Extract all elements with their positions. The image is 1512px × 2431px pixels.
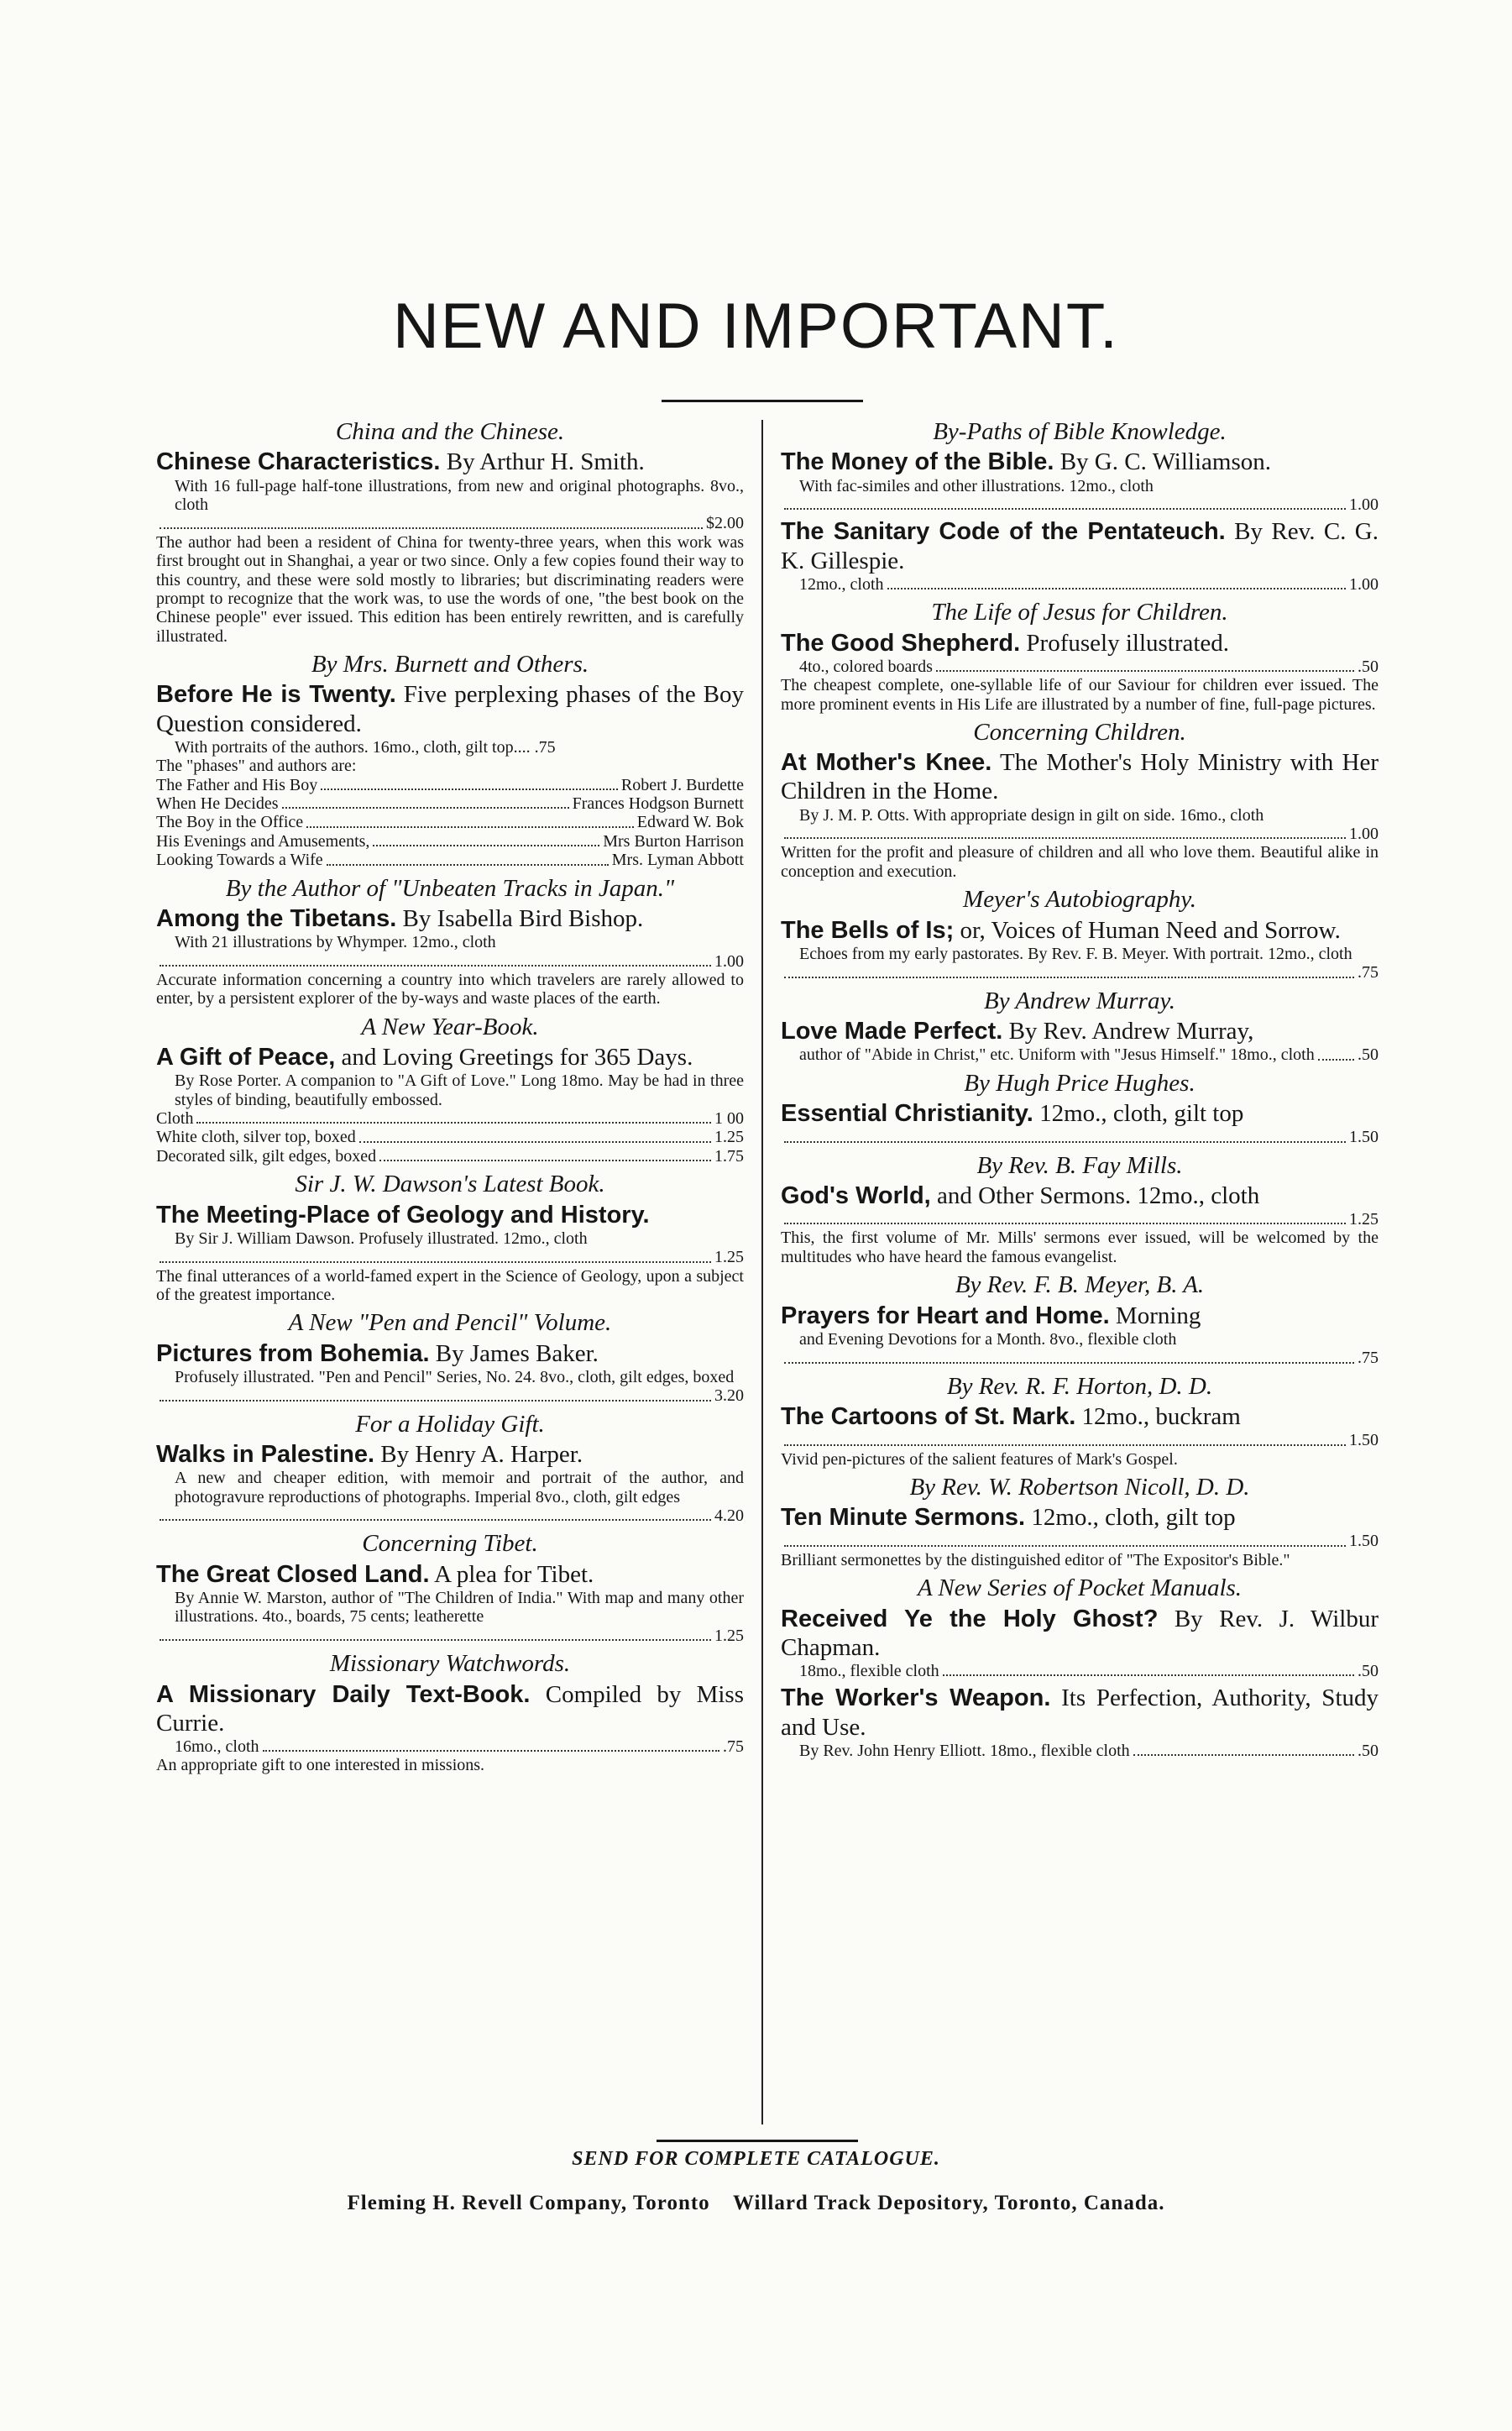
leader-dots <box>282 794 569 809</box>
book-price: 1.50 <box>1349 1431 1379 1450</box>
leader-dots <box>160 952 711 967</box>
book-price: 1 00 <box>714 1109 744 1129</box>
book-entry <box>781 1017 1379 1065</box>
book-price: 1.50 <box>1349 1532 1379 1551</box>
chapter-title: The Boy in the Office <box>156 813 304 832</box>
contents-row <box>156 794 744 813</box>
publisher-line <box>0 2192 1512 2215</box>
book-title: A Missionary Daily Text-Book. <box>156 1680 531 1708</box>
book-description: An appropriate gift to one interested in missions. <box>156 1756 485 1775</box>
contents-row <box>156 813 744 831</box>
book-author: Its Perfection, Authority, Study and Use. <box>781 1684 1379 1741</box>
book-entry <box>781 916 1379 982</box>
leader-dots <box>1133 1742 1354 1756</box>
book-entry <box>781 1181 1379 1266</box>
book-description: The author had been a resident of China for twenty-three years, when this work was first brought out in Shanghai, a year or two since. Only a few copies found their way to this country, and these were sold mostly to libraries; but discriminating readers were prompt to recognize that the work was, to use the words of one, "the best book on the Chinese people" ever issued. This edition has been entirely rewritten, and is carefully illustrated. <box>156 532 744 646</box>
book-entry <box>156 1680 744 1775</box>
book-entry <box>156 1339 744 1406</box>
book-title: The Good Shepherd. <box>781 629 1021 657</box>
book-price: .75 <box>1358 963 1379 982</box>
section-heading: By Rev. W. Robertson Nicoll, D. D. <box>909 1473 1250 1501</box>
book-title: Pictures from Bohemia. <box>156 1339 430 1367</box>
book-description: The cheapest complete, one-syllable life of our Saviour for children ever issued. The more prominent events in His Life are illustrated by a number of fine, full-page pictures. <box>781 676 1379 714</box>
leader-dots <box>784 1532 1346 1546</box>
book-author: Compiled by Miss Currie. <box>156 1680 744 1737</box>
book-price: $2.00 <box>706 514 744 533</box>
contents-row <box>156 851 744 869</box>
section-heading: By-Paths of Bible Knowledge. <box>933 418 1227 445</box>
book-entry <box>781 1402 1379 1469</box>
book-entry <box>781 1099 1379 1147</box>
title-rule <box>662 400 863 402</box>
book-title: Love Made Perfect. <box>781 1017 1003 1045</box>
section-heading: By Hugh Price Hughes. <box>964 1069 1195 1097</box>
book-title: Walks in Palestine. <box>156 1441 375 1469</box>
book-description: Brilliant sermonettes by the distinguished editor of "The Expositor's Bible." <box>781 1550 1290 1569</box>
book-price: 3.20 <box>714 1386 744 1406</box>
book-author: A plea for Tibet. <box>434 1560 594 1588</box>
section-heading: China and the Chinese. <box>335 418 565 445</box>
book-title: The Great Closed Land. <box>156 1560 430 1588</box>
book-entry <box>781 1302 1379 1368</box>
book-details: 12mo., buckram <box>1081 1402 1241 1430</box>
book-price: 1.25 <box>714 1626 744 1645</box>
book-price: 4.20 <box>714 1506 744 1526</box>
section-heading: By Mrs. Burnett and Others. <box>311 651 589 678</box>
book-description: Vivid pen-pictures of the salient features of Mark's Gospel. <box>781 1449 1178 1469</box>
chapter-author: Edward W. Bok <box>636 813 744 832</box>
book-price: 1.25 <box>714 1128 744 1147</box>
section-heading: For a Holiday Gift. <box>355 1410 545 1438</box>
leader-dots <box>784 1431 1346 1445</box>
book-author: Morning <box>1115 1302 1201 1329</box>
leader-dots <box>160 1248 711 1262</box>
book-title: The Money of the Bible. <box>781 448 1054 476</box>
book-title: Prayers for Heart and Home. <box>781 1302 1110 1329</box>
book-author: By Rev. Andrew Murray, <box>1008 1017 1254 1045</box>
binding-style: White cloth, silver top, boxed <box>156 1128 356 1147</box>
binding-row <box>156 1147 744 1166</box>
book-title: Chinese Characteristics. <box>156 448 441 476</box>
book-title: At Mother's Knee. <box>781 749 992 777</box>
binding-row <box>156 1128 744 1146</box>
book-entry <box>781 1503 1379 1569</box>
section-heading: By the Author of "Unbeaten Tracks in Japan." <box>225 874 675 902</box>
book-details: By Annie W. Marston, author of "The Children of India." With map and many other illustrations. 4to., boards, 75 cents; leatherette <box>175 1589 744 1627</box>
section-heading: Missionary Watchwords. <box>329 1650 571 1678</box>
book-entry <box>156 1043 744 1166</box>
book-title: The Worker's Weapon. <box>781 1684 1051 1712</box>
book-details: By Rose Porter. A companion to "A Gift of Love." Long 18mo. May be had in three styles of binding, beautifully embossed. <box>175 1071 744 1109</box>
chapter-title: Looking Towards a Wife <box>156 851 323 870</box>
binding-list <box>156 1109 744 1166</box>
book-title: God's World, <box>781 1181 931 1209</box>
phases-intro: The "phases" and authors are: <box>156 757 357 776</box>
book-title: Received Ye the Holy Ghost? <box>781 1605 1159 1632</box>
left-column <box>156 413 744 1779</box>
book-details: 12mo., cloth, gilt top <box>1031 1504 1236 1532</box>
book-description: The final utterances of a world-famed expert in the Science of Geology, upon a subject of the greatest importance. <box>156 1266 744 1304</box>
book-details: With portraits of the authors. 16mo., cloth, gilt top.... .75 <box>175 737 556 757</box>
book-author: By James Baker. <box>435 1339 599 1367</box>
book-author: or, Voices of Human Need and Sorrow. <box>960 916 1341 944</box>
book-author: By Henry A. Harper. <box>380 1441 583 1469</box>
book-price: .75 <box>723 1737 744 1756</box>
leader-dots <box>160 1627 711 1641</box>
book-title: Ten Minute Sermons. <box>781 1504 1026 1532</box>
book-price: .50 <box>1358 1741 1379 1760</box>
book-author: By Arthur H. Smith. <box>446 448 645 476</box>
book-title: The Meeting-Place of Geology and History. <box>156 1201 650 1229</box>
chapter-title: When He Decides <box>156 794 279 814</box>
book-title: A Gift of Peace, <box>156 1044 336 1071</box>
catalogue-notice: SEND FOR COMPLETE CATALOGUE. <box>572 2148 940 2170</box>
book-details: 4to., colored boards <box>799 657 933 676</box>
book-entry <box>781 629 1379 714</box>
book-price: 1.00 <box>714 951 744 971</box>
leader-dots <box>321 776 618 790</box>
book-title: Before He is Twenty. <box>156 681 396 709</box>
book-price: 1.00 <box>1349 825 1379 844</box>
book-price: 1.75 <box>714 1146 744 1166</box>
contents-list <box>156 776 744 870</box>
leader-dots <box>263 1737 719 1752</box>
book-details: and Evening Devotions for a Month. 8vo., flexible cloth <box>799 1329 1177 1349</box>
book-details: Echoes from my early pastorates. By Rev. F. B. Meyer. With portrait. 12mo., cloth <box>799 944 1352 963</box>
section-heading: A New "Pen and Pencil" Volume. <box>288 1309 612 1337</box>
book-details: By J. M. P. Otts. With appropriate design in gilt on side. 16mo., cloth <box>799 805 1264 825</box>
book-description: This, the first volume of Mr. Mills' sermons ever issued, will be welcomed by the multitudes who have heard the famous evangelist. <box>781 1229 1379 1266</box>
leader-dots <box>379 1147 711 1161</box>
chapter-author: Mrs. Lyman Abbott <box>611 851 744 870</box>
chapter-author: Frances Hodgson Burnett <box>572 794 744 814</box>
leader-dots <box>784 1349 1354 1363</box>
book-entry <box>781 1684 1379 1760</box>
book-description: Written for the profit and pleasure of children and all who love them. Beautiful alike in conception and execution. <box>781 843 1379 881</box>
book-title: The Cartoons of St. Mark. <box>781 1402 1076 1430</box>
leader-dots <box>306 813 634 827</box>
book-author: and Loving Greetings for 365 Days. <box>341 1044 693 1071</box>
footer-rule <box>657 2140 858 2142</box>
right-column <box>781 413 1379 1763</box>
book-price: .50 <box>1358 1045 1379 1065</box>
book-details: With 21 illustrations by Whymper. 12mo., cloth <box>175 933 496 952</box>
book-author: By G. C. Williamson. <box>1059 448 1271 476</box>
book-details: 18mo., flexible cloth <box>799 1662 939 1681</box>
book-entry <box>156 1201 744 1305</box>
leader-dots <box>196 1109 711 1124</box>
page-title: NEW AND IMPORTANT. <box>392 291 1120 362</box>
book-entry <box>156 904 744 1009</box>
binding-row <box>156 1109 744 1128</box>
book-details: Profusely illustrated. "Pen and Pencil" Series, No. 24. 8vo., cloth, gilt edges, boxed <box>175 1367 735 1386</box>
chapter-author: Mrs Burton Harrison <box>603 831 744 851</box>
leader-dots <box>936 658 1354 672</box>
book-author: By Rev. C. G. K. Gillespie. <box>781 518 1379 574</box>
contents-row <box>156 832 744 851</box>
section-heading: Meyer's Autobiography. <box>963 886 1196 914</box>
leader-dots <box>160 1386 711 1401</box>
book-price: 1.00 <box>1349 574 1379 594</box>
book-details: 16mo., cloth <box>175 1737 259 1756</box>
book-details: With 16 full-page half-tone illustrations, from new and original photographs. 8vo., cloth <box>175 476 744 514</box>
book-entry <box>781 748 1379 881</box>
book-author: Five perplexing phases of the Boy Question considered. <box>156 681 745 737</box>
leader-dots <box>784 825 1346 839</box>
book-price: 1.25 <box>1349 1210 1379 1229</box>
book-author: By Rev. J. Wilbur Chapman. <box>781 1605 1379 1661</box>
book-details: author of "Abide in Christ," etc. Uniform with "Jesus Himself." 18mo., cloth <box>799 1045 1315 1065</box>
section-heading: By Rev. R. F. Horton, D. D. <box>946 1372 1213 1400</box>
leader-dots <box>784 1210 1346 1224</box>
book-price: .50 <box>1358 1662 1379 1681</box>
book-entry <box>156 1440 744 1525</box>
section-heading: By Rev. F. B. Meyer, B. A. <box>955 1271 1205 1299</box>
leader-dots <box>887 575 1346 589</box>
leader-dots <box>943 1662 1354 1676</box>
section-heading: A New Year-Book. <box>361 1013 539 1040</box>
book-price: 1.25 <box>714 1248 744 1267</box>
section-heading: A New Series of Pocket Manuals. <box>917 1574 1243 1602</box>
binding-style: Cloth <box>156 1109 194 1129</box>
book-author: By Isabella Bird Bishop. <box>402 904 644 932</box>
book-entry <box>156 1560 744 1645</box>
book-author: Profusely illustrated. <box>1026 629 1230 657</box>
book-price: 1.00 <box>1349 495 1379 514</box>
chapter-title: The Father and His Boy <box>156 775 318 794</box>
book-entry <box>156 448 744 646</box>
contents-row <box>156 776 744 794</box>
book-entry <box>781 448 1379 514</box>
leader-dots <box>359 1128 711 1142</box>
leader-dots <box>784 963 1354 977</box>
book-title: The Sanitary Code of the Pentateuch. <box>781 518 1226 546</box>
book-entry <box>781 1605 1379 1681</box>
leader-dots <box>1318 1045 1354 1060</box>
leader-dots <box>327 851 609 865</box>
publisher-name: Willard Track Depository, Toronto, Canada. <box>732 2192 1165 2214</box>
book-price: 1.50 <box>1349 1128 1379 1147</box>
binding-style: Decorated silk, gilt edges, boxed <box>156 1146 377 1166</box>
book-details: 12mo., cloth, gilt top <box>1039 1099 1244 1127</box>
section-heading: By Rev. B. Fay Mills. <box>976 1151 1183 1179</box>
leader-dots <box>784 1128 1346 1142</box>
section-heading: Concerning Children. <box>973 718 1186 746</box>
book-details: By Sir J. William Dawson. Profusely illustrated. 12mo., cloth <box>175 1229 588 1248</box>
book-details: By Rev. John Henry Elliott. 18mo., flexible cloth <box>799 1741 1130 1760</box>
leader-dots <box>784 495 1346 510</box>
leader-dots <box>373 832 599 846</box>
book-details: and Other Sermons. 12mo., cloth <box>937 1181 1260 1209</box>
book-entry <box>156 680 744 869</box>
section-heading: By Andrew Murray. <box>984 987 1175 1014</box>
book-title: The Bells of Is; <box>781 916 955 944</box>
book-entry <box>781 517 1379 594</box>
section-heading: The Life of Jesus for Children. <box>931 599 1228 626</box>
leader-dots <box>160 1506 711 1521</box>
leader-dots <box>160 514 703 528</box>
book-author: The Mother's Holy Ministry with Her Children in the Home. <box>781 749 1379 805</box>
chapter-author: Robert J. Burdette <box>620 775 744 794</box>
book-title: Among the Tibetans. <box>156 904 397 932</box>
book-details: A new and cheaper edition, with memoir and portrait of the author, and photogravure reproductions of photographs. Imperial 8vo., cloth, gilt edges <box>175 1469 744 1506</box>
book-details: 12mo., cloth <box>799 574 884 594</box>
publisher-name: Fleming H. Revell Company, Toronto <box>347 2192 710 2214</box>
section-heading: Concerning Tibet. <box>362 1530 538 1558</box>
book-title: Essential Christianity. <box>781 1099 1033 1127</box>
book-price: .50 <box>1358 657 1379 676</box>
book-details: With fac-similes and other illustrations. 12mo., cloth <box>799 476 1154 495</box>
section-heading: Sir J. W. Dawson's Latest Book. <box>295 1171 605 1198</box>
chapter-title: His Evenings and Amusements, <box>156 831 370 851</box>
book-description: Accurate information concerning a country into which travelers are rarely allowed to enter, by a persistent explorer of the by-ways and waste places of the earth. <box>156 970 744 1009</box>
book-price: .75 <box>1358 1349 1379 1368</box>
column-divider <box>761 420 763 2125</box>
